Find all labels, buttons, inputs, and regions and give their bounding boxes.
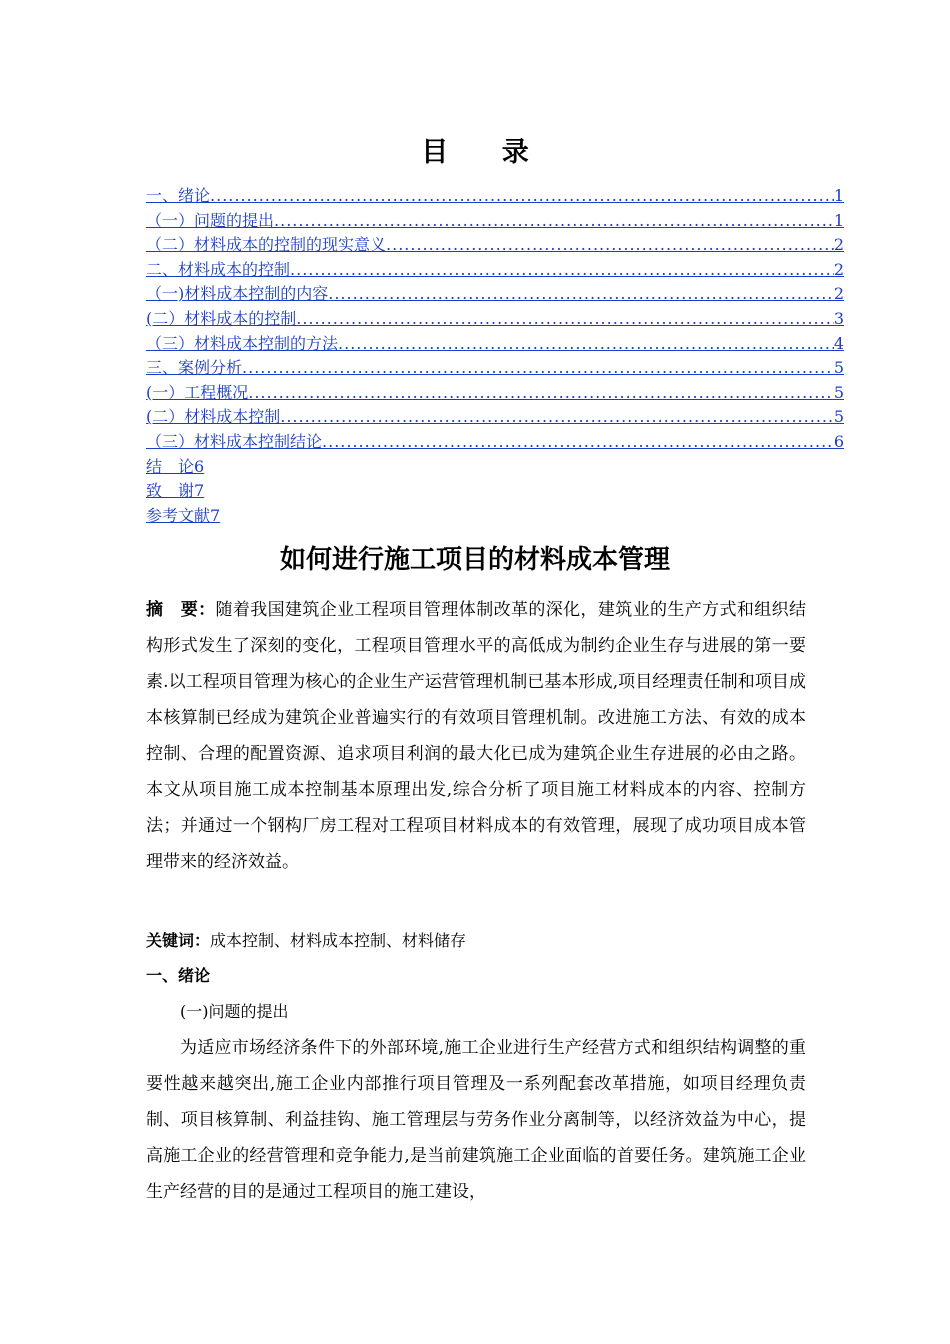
toc-entry-introduction[interactable] [146, 184, 844, 209]
toc-entry-page: 4 [833, 333, 844, 353]
toc-entry-label: 参考文献 [146, 505, 211, 525]
toc-entry-label: (二）材料成本的控制 [146, 308, 297, 328]
abstract-label: 摘 要： [146, 600, 216, 620]
toc-entry-page: 2 [833, 284, 844, 304]
table-of-contents [146, 184, 844, 528]
article-title: 如何进行施工项目的材料成本管理 [279, 545, 670, 575]
toc-entry-label: （一)材料成本控制的内容 [146, 284, 329, 304]
toc-entry-problem[interactable] [146, 209, 844, 234]
toc-title: 目 录 [421, 137, 551, 168]
toc-leader-dots [242, 356, 834, 381]
toc-entry-page: 5 [833, 358, 844, 378]
toc-entry-cost-control[interactable] [146, 307, 844, 332]
toc-entry-label: （一）问题的提出 [146, 210, 275, 230]
toc-entry-control-content[interactable] [146, 282, 844, 307]
abstract-text: 随着我国建筑企业工程项目管理体制改革的深化，建筑业的生产方式和组织结构形式发生了深刻的变化，工程项目管理水平的高低成为制约企业生存与进展的第一要素.以工程项目管理为核心的企业生产运营管理机制已基本形成,项目经理责任制和项目成本核算制已经成为建筑企业普遍实行的有效项目管理机制。改进施工方法、有效的成本控制、合理的配置资源、追求项目利润的最大化已成为建筑企业生存进展的必由之路。本文从项目施工成本控制基本原理出发,综合分析了项目施工材料成本的内容、控制方法；并通过一个钢构厂房工程对工程项目材料成本的有效管理，展现了成功项目成本管理带来的经济效益。 [146, 600, 807, 872]
toc-entry-page: 5 [833, 382, 844, 402]
toc-entry-page: 5 [833, 407, 844, 427]
abstract [146, 592, 806, 880]
toc-leader-dots [290, 258, 834, 283]
toc-entry-label: 致 谢 [146, 481, 195, 501]
section-heading: 一、绪论 [146, 966, 211, 985]
toc-entry-label: (一）工程概况 [146, 382, 249, 402]
keywords-text: 成本控制、材料成本控制、材料储存 [210, 931, 467, 950]
toc-leader-dots [210, 184, 834, 209]
toc-entry-label: 一、绪论 [146, 186, 211, 205]
toc-leader-dots [274, 209, 834, 234]
toc-entry-control-conclusion[interactable] [146, 430, 844, 455]
body-paragraph: 为适应市场经济条件下的外部环境,施工企业进行生产经营方式和组织结构调整的重要性越来越突出,施工企业内部推行项目管理及一系列配套改革措施，如项目经理负责制、项目核算制、利益挂钩、施工管理层与劳务作业分离制等，以经济效益为中心，提高施工企业的经营管理和竞争能力,是当前建筑施工企业面临的首要任务。建筑施工企业生产经营的目的是通过工程项目的施工建设， [146, 1038, 806, 1202]
toc-entry-label: 结 论 [146, 456, 195, 476]
toc-leader-dots [328, 282, 834, 307]
toc-entry-case-cost-control[interactable] [146, 405, 844, 430]
toc-entry-label: （三）材料成本控制结论 [146, 431, 323, 451]
toc-entry-significance[interactable] [146, 233, 844, 258]
toc-entry-control-methods[interactable] [146, 332, 844, 357]
toc-leader-dots [248, 381, 834, 406]
toc-entry-page: 6 [194, 456, 205, 476]
toc-entry-conclusion[interactable] [146, 455, 844, 480]
toc-entry-material-cost-control[interactable] [146, 258, 844, 283]
toc-entry-page: 1 [833, 210, 844, 230]
toc-entry-label: (二）材料成本控制 [146, 407, 281, 427]
toc-entry-label: （二）材料成本的控制的现实意义 [146, 235, 387, 255]
toc-entry-case-analysis[interactable] [146, 356, 844, 381]
toc-entry-page: 2 [833, 235, 844, 255]
toc-leader-dots [296, 307, 834, 332]
toc-entry-label: （三）材料成本控制的方法 [146, 333, 339, 353]
toc-entry-label: 二、材料成本的控制 [146, 259, 291, 279]
toc-entry-references[interactable] [146, 504, 844, 529]
toc-entry-acknowledgements[interactable] [146, 479, 844, 504]
keywords [146, 926, 466, 956]
toc-entry-page: 6 [833, 431, 844, 451]
toc-entry-label: 三、案例分析 [146, 358, 243, 378]
toc-entry-page: 1 [833, 186, 844, 205]
toc-entry-project-overview[interactable] [146, 381, 844, 406]
toc-entry-page: 3 [833, 308, 844, 328]
toc-entry-page: 2 [833, 259, 844, 279]
toc-leader-dots [280, 405, 834, 430]
toc-leader-dots [338, 332, 834, 357]
subsection-heading: (一)问题的提出 [180, 1002, 289, 1021]
toc-leader-dots [322, 430, 834, 455]
toc-entry-page: 7 [210, 505, 221, 525]
toc-entry-page: 7 [194, 481, 205, 501]
toc-leader-dots [386, 233, 834, 258]
keywords-label: 关键词： [146, 931, 211, 950]
